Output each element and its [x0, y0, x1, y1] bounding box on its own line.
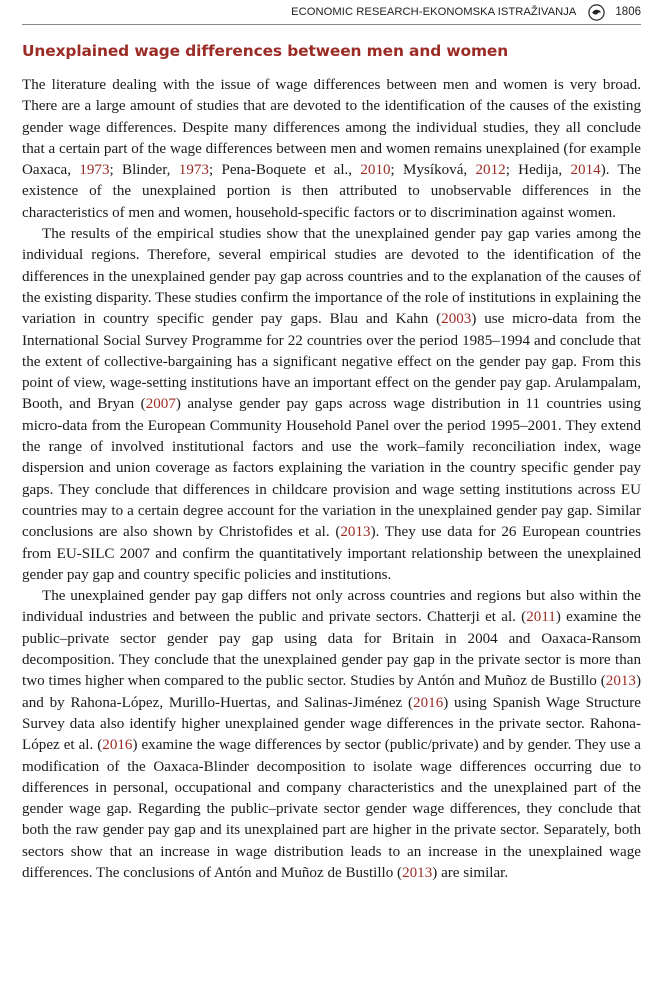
citation-link[interactable]: 2016 — [102, 737, 133, 754]
paragraph-text: ) analyse gender pay gaps across wage distribution in 11 countries using micro-data from the European Community Household Panel over the period 1995–2001. They extend the range of involved institutional factors and use the work–family reconciliation index, wage dispersion and union coverage as factors explaining the variation in the country specific gender pay gaps. They conclude that differences in childcare provision and wage setting institutions across EU countries may to a certain degree account for the variation in the unexplained gender pay gap. Similar conclusions are also shown by Christofides et al. ( — [22, 396, 642, 541]
journal-name: ECONOMIC RESEARCH-EKONOMSKA ISTRAŽIVANJA — [291, 6, 577, 18]
citation-link[interactable]: 2014 — [570, 162, 601, 179]
citation-link[interactable]: 2013 — [605, 673, 636, 690]
paragraph-text: ) and by Rahona-López, Murillo-Huertas, and Salinas-Jiménez ( — [22, 673, 641, 711]
body-text — [22, 75, 641, 884]
paragraph-text: The literature dealing with the issue of wage differences between men and women is very broad. There are a large amount of studies that are devoted to the identification of the causes of the existing gender wage differences. Despite many differences among the individual studies, they all conclude that a certain part of the wage differences between men and women remains unexplained (for example Oaxaca, — [22, 77, 641, 179]
running-header — [22, 2, 641, 22]
page-number: 1806 — [615, 6, 641, 18]
citation-link[interactable]: 1973 — [79, 162, 110, 179]
header-divider — [22, 24, 641, 25]
paragraph-text: ; Blinder, — [109, 162, 179, 179]
paragraph-text: ) use micro-data from the International Social Survey Programme for 22 countries over the period 1985–1994 and conclude that the extent of collective-bargaining has a significant negative effect on the gender pay gap. From this point of view, wage-setting institutions have an important effect on the gender pay gap. Arulampalam, Booth, and Bryan ( — [22, 311, 641, 413]
paragraph-text: ). They use data for 26 European countries from EU-SILC 2007 and confirm the quantitatively important relationship between the unexplained gender pay gap and country specific policies and institutions. — [22, 524, 642, 583]
paragraph-text: ) are similar. — [432, 864, 509, 881]
citation-link[interactable]: 2016 — [413, 694, 444, 711]
citation-link[interactable]: 2013 — [340, 524, 371, 541]
citation-link[interactable]: 1973 — [178, 162, 209, 179]
citation-link[interactable]: 2007 — [145, 396, 176, 413]
paragraph-1 — [22, 75, 641, 224]
paragraph-text: ; Pena-Boquete et al., — [208, 162, 361, 179]
paragraph-text: ) using Spanish Wage Structure Survey data also identify higher unexplained gender wage differences in the private sector. Rahona-López et al. ( — [22, 694, 641, 754]
citation-link[interactable]: 2013 — [402, 864, 433, 881]
paragraph-text: The results of the empirical studies show that the unexplained gender pay gap varies among the individual regions. Therefore, several empirical studies are devoted to the identification of the differences in the unexplained gender pay gap across countries and to the explanation of the causes of the existing disparity. These studies confirm the importance of the role of institutions in explaining the variation in country specific gender pay gaps. Blau and Kahn ( — [22, 226, 641, 328]
paragraph-text: The unexplained gender pay gap differs not only across countries and regions but also within the individual industries and between the public and private sectors. Chatterji et al. ( — [22, 588, 641, 626]
paragraph-text: ). The existence of the unexplained portion is then attributed to unobservable differences in the characteristics of men and women, household-specific factors or to discrimination against women. — [22, 162, 641, 221]
paragraph-text: ; Mysíková, — [390, 162, 476, 179]
journal-logo-icon — [588, 4, 605, 21]
paragraph-3 — [22, 586, 641, 884]
citation-link[interactable]: 2010 — [360, 162, 391, 179]
citation-link[interactable]: 2011 — [526, 609, 556, 626]
citation-link[interactable]: 2003 — [441, 311, 472, 328]
paragraph-text: ) examine the public–private sector gender pay gap using data for Britain in 2004 and Oaxaca-Ransom decomposition. They conclude that the unexplained gender pay gap in the private sector is more than two times higher when compared to the public sector. Studies by Antón and Muñoz de Bustillo ( — [22, 609, 641, 690]
paragraph-text: ; Hedija, — [505, 162, 571, 179]
paragraph-2 — [22, 224, 641, 586]
citation-link[interactable]: 2012 — [475, 162, 506, 179]
paragraph-text: ) examine the wage differences by sector (public/private) and by gender. They use a modification of the Oaxaca-Blinder decomposition to isolate wage differences occurring due to differences in personal, occupational and company characteristics and the unexplained part of the gender wage gap. Regarding the public–private sector gender wage differences, they conclude that both the raw gender pay gap and its unexplained part are higher in the private sector. Separately, both sectors show that an increase in wage distribution leads to an increase in the unexplained wage differences. The conclusions of Antón and Muñoz de Bustillo ( — [22, 737, 641, 881]
section-title: Unexplained wage differences between men and women — [22, 42, 509, 60]
